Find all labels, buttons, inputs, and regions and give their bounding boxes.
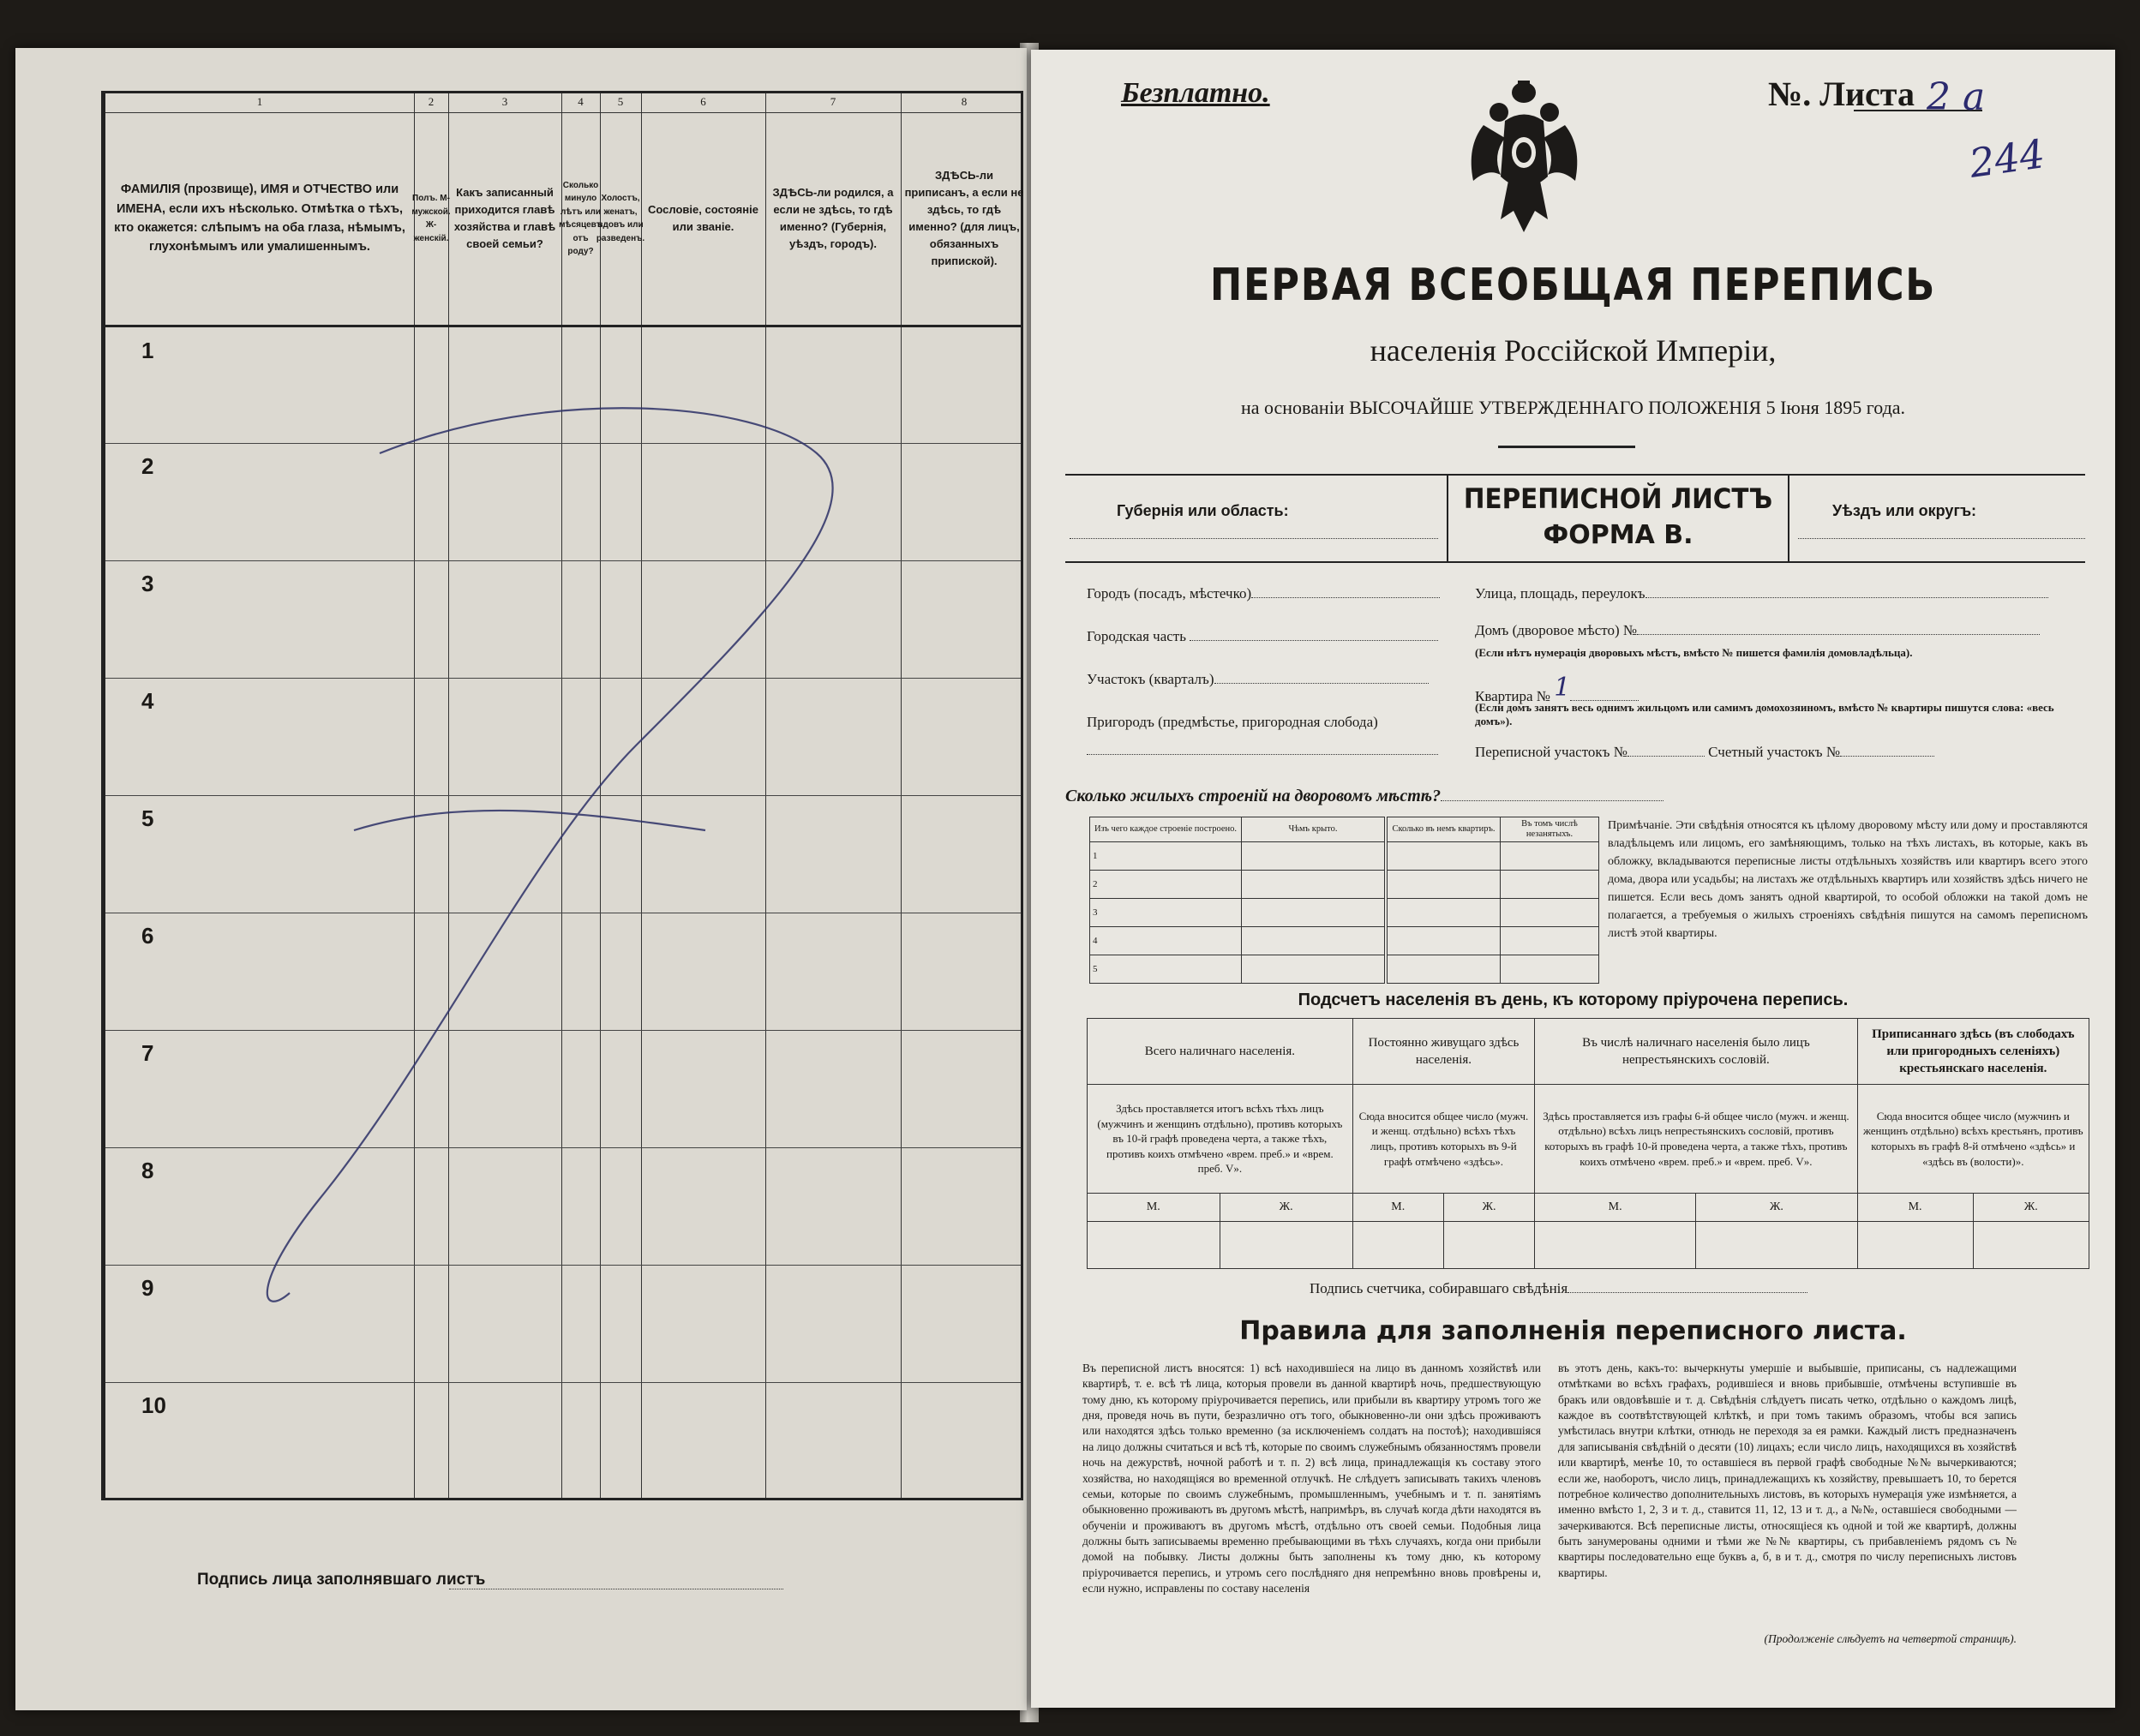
male-header: М. [1535, 1194, 1696, 1222]
count-title: Подсчетъ населенія въ день, къ которому пріурочена перепись. [1298, 991, 1849, 1009]
cell[interactable] [1501, 955, 1599, 984]
list-number-label: №. Листа [1768, 75, 1915, 113]
row-number: 5 [1090, 955, 1242, 984]
form-title-box [1447, 474, 1789, 563]
header-estate: Сословіе, состояніе или званіе. [648, 202, 758, 233]
suburb-line [1087, 754, 1438, 755]
header-registered: ЗДѢСЬ-ли приписанъ, а если не здѣсь, то гдѣ именно? (для лицъ, обязанныхъ припиской). [904, 168, 1024, 268]
house-label: Домъ (дворовое мѣсто) № [1475, 622, 1638, 638]
cell[interactable] [1242, 842, 1387, 871]
cell[interactable] [1501, 899, 1599, 927]
count-description: Сюда вносится общее число (мужчинъ и женщинъ отдѣльно) всѣхъ крестьянъ, противъ которыхъ въ графѣ 8-й отмѣчено «здѣсь» и «здѣсь въ (волости)». [1857, 1085, 2089, 1194]
cell[interactable] [1242, 927, 1387, 955]
row-number: 3 [1090, 899, 1242, 927]
count-description: Здѣсь проставляется изъ графы 6-й общее число (мужч. и женщ. отдѣльно) всѣхъ лицъ непрестьянскихъ сословій, противъ которыхъ въ графѣ 10-й проведена черта, а также тѣхъ, противъ коихъ отмѣчено «врем. преб.» и «врем. преб. V». [1535, 1085, 1857, 1194]
female-header: Ж. [1220, 1194, 1352, 1222]
column-number: 4 [578, 95, 584, 108]
count-district-label: Счетный участокъ № [1708, 744, 1841, 760]
rules-column-1: Въ переписной листъ вносятся: 1) всѣ находившіеся на лицо въ данномъ хозяйствѣ или квартирѣ, т. е. всѣ тѣ лица, которыя провели въ данной квартирѣ ночь, предшествующую тому дню, къ которому пріурочивается перепись, или прибыли въ квартиру утромъ того же дня, проведя ночь въ пути, безразлично отъ того, обыкновенно-ли они здѣсь проживаютъ или находятся здѣсь только временно (за исключеніемъ солдатъ на постоѣ); находившіяся на лицо должны считаться и всѣ тѣ, которые по своимъ служебнымъ обязанностямъ провели ночь на дежурствѣ, ночной работѣ и т. п. 2) всѣ лица, принадлежащія къ составу этого хозяйства, но находящіяся во временной отлучкѣ. Не слѣдуетъ записывать такихъ членовъ семьи, которые по своимъ служебнымъ, промышленнымъ, учебнымъ и т. п. занятіямъ обыкновенно проживаютъ въ другомъ мѣстѣ, напримѣръ, въ случаѣ когда дѣти находятся въ обученіи и проживаютъ въ другомъ мѣстѣ, отдѣльно отъ своей семьи. Подобныя лица должны быть записываемы временно пребывающими въ тѣхъ случаяхъ, когда они прибыли домой на побывку. Листы должны быть заполнены къ тому дню, къ которому пріурочивается перепись, и утромъ сего послѣдняго дня непремѣнно вновь провѣрены и, если нужно, исправлены по составу населенія [1082, 1362, 1541, 1595]
form-letter: ФОРМА В. [1543, 520, 1693, 550]
row-number: 2 [141, 453, 154, 479]
column-number: 7 [830, 95, 836, 108]
city-label: Городъ (посадъ, мѣстечко) [1087, 585, 1252, 602]
handwritten-list-number: 2 а [1927, 75, 1986, 119]
count-cell[interactable] [1973, 1222, 2089, 1269]
apartment-handwritten-value: 1 [1554, 673, 1571, 703]
male-header: М. [1352, 1194, 1443, 1222]
count-header: Въ числѣ наличнаго населенія было лицъ непрестьянскихъ сословій. [1535, 1019, 1857, 1085]
handwritten-cancel-stroke [105, 93, 1027, 1503]
count-header: Приписаннаго здѣсь (въ слободахъ или пригородныхъ селеніяхъ) крестьянскаго населенія. [1857, 1019, 2089, 1085]
right-page [1031, 50, 2115, 1708]
city-field[interactable] [1087, 585, 1440, 602]
handwritten-archive-number: 244 [1966, 130, 2048, 187]
counter-signature-label: Подпись счетчика, собиравшаго свѣдѣнія [1310, 1280, 1568, 1296]
buildings-header: Въ томъ числѣ незанятыхъ. [1501, 817, 1599, 842]
cell[interactable] [1501, 927, 1599, 955]
row-number: 7 [141, 1040, 154, 1066]
legal-basis: на основаніи ВЫСОЧАЙШЕ УТВЕРЖДЕННАГО ПОЛОЖЕНІЯ 5 Іюня 1895 года. [1240, 397, 1906, 418]
remark-text: Примѣчаніе. Эти свѣдѣнія относятся къ цѣлому дворовому мѣсту или дому и проставляются владѣльцемъ или лицомъ, его замѣняющимъ, только на тѣхъ листахъ, въ которые, какъ въ обложку, вкладываются переписные листы отдѣльныхъ хозяйствъ или квартиръ всего этого дома, двора или усадьбы; на листахъ же отдѣльныхъ квартиръ или хозяйствъ здѣсь ничего не пишется. Если весь домъ занятъ одной квартирой, то особой обложки на такой домъ не полагается, а требуемыя о жилыхъ строеніяхъ свѣдѣнія пишутся на самомъ переписномъ листѣ этой квартиры. [1608, 819, 2088, 940]
city-part-label: Городская часть [1087, 628, 1186, 644]
column-number: 3 [501, 95, 508, 108]
district-label: Участокъ (кварталъ) [1087, 671, 1214, 687]
guberniya-label: Губернія или область: [1117, 502, 1289, 519]
row-number: 8 [141, 1158, 154, 1183]
table-row [1090, 955, 1599, 984]
column-number: 6 [700, 95, 706, 108]
count-cell[interactable] [1443, 1222, 1534, 1269]
uezd-label: Уѣздъ или округъ: [1832, 502, 1977, 519]
table-row [1090, 927, 1599, 955]
row-number: 10 [141, 1392, 166, 1418]
count-cell[interactable] [1696, 1222, 1858, 1269]
count-cell[interactable] [1088, 1222, 1220, 1269]
row-number: 2 [1090, 871, 1242, 899]
count-cell[interactable] [1220, 1222, 1352, 1269]
rules-continued: (Продолженіе слѣдуетъ на четвертой страницѣ). [1764, 1632, 2017, 1645]
double-headed-eagle-emblem-icon [1466, 74, 1582, 236]
column-number: 5 [617, 95, 624, 108]
table-row [1090, 842, 1599, 871]
row-number: 4 [1090, 927, 1242, 955]
suburb-field[interactable] [1087, 714, 1378, 731]
rules-title: Правила для заполненія переписного листа. [1239, 1316, 1907, 1346]
apartment-note: (Если домъ занятъ весь однимъ жильцомъ или самимъ домохозяиномъ, вмѣсто № квартиры пишутся слова: «весь домъ»). [1475, 701, 2054, 728]
rules-column-2: въ этотъ день, какъ-то: вычеркнуты умершіе и выбывшіе, приписаны, съ надлежащими отмѣтками во всѣхъ графахъ, родившіеся и вновь прибывшіе, отмѣчены вступившіе въ бракъ или овдовѣвшіе и т. д. Свѣдѣнія слѣдуетъ писать четко, отдѣльно о каждомъ лицѣ, каждое въ соотвѣтствующей клѣткѣ, и при томъ такимъ образомъ, чтобы вся запись умѣстилась внутри клѣтки, отнюдь не переходя за ея рамки. Каждый листъ предназначенъ для записыванія свѣдѣній о десяти (10) лицахъ; если число лицъ, находящихся въ хозяйствѣ или квартирѣ, менѣе 10, то оставшіеся въ первой графѣ свободные №№ вычеркиваются; если же, наоборотъ, число лицъ, принадлежащихъ къ хозяйству, превышаетъ 10, то берется потребное количество дополнительныхъ листовъ, въ которыхъ нумерація уже измѣняется, а именно вмѣсто 1, 2, 3 и т. д., ставится 11, 12, 13 и т. д., а №№, оставшіеся свободными — зачеркиваются. Всѣ переписные листы, относящіеся къ одной и той же квартирѣ, должны быть занумерованы одними и тѣми же №№ квартиры, съ прибавленіемъ рядомъ съ № квартиры последовательно еще буквъ а, б, в и т. д., смотря по числу переписныхъ листовъ квартиры. [1558, 1362, 2017, 1579]
header-marital: Холостъ, женатъ, вдовъ или разведенъ. [596, 194, 645, 243]
row-number: 5 [141, 805, 154, 831]
row-number: 6 [141, 923, 154, 949]
city-part-field[interactable] [1087, 628, 1438, 645]
page-title: ПЕРВАЯ ВСЕОБЩАЯ ПЕРЕПИСЬ [1209, 260, 1937, 311]
census-district-field[interactable] [1475, 744, 1934, 761]
row-number: 4 [141, 688, 154, 714]
cell[interactable] [1386, 871, 1501, 899]
house-note: (Если нѣтъ нумерація дворовыхъ мѣстъ, вмѣсто № пишется фамилія домовладѣльца). [1475, 646, 1913, 659]
free-label: Безплатно. [1121, 77, 1270, 109]
male-header: М. [1088, 1194, 1220, 1222]
cell[interactable] [1242, 955, 1387, 984]
female-header: Ж. [1973, 1194, 2089, 1222]
count-cell[interactable] [1857, 1222, 1973, 1269]
cell[interactable] [1386, 927, 1501, 955]
cell[interactable] [1386, 955, 1501, 984]
street-field[interactable] [1475, 585, 2048, 602]
header-sex: Полъ. М-мужской. Ж-женскій. [411, 194, 451, 243]
count-header: Всего наличнаго населенія. [1088, 1019, 1353, 1085]
cell[interactable] [1386, 899, 1501, 927]
count-description: Здѣсь проставляется итогъ всѣхъ тѣхъ лицъ (мужчинъ и женщинъ отдѣльно), противъ которыхъ въ 10-й графѣ проведена черта, а также тѣхъ, противъ коихъ отмѣчено «врем. преб.» и «врем. преб. V». [1088, 1085, 1353, 1194]
cell[interactable] [1242, 871, 1387, 899]
cell[interactable] [1386, 842, 1501, 871]
count-cell[interactable] [1352, 1222, 1443, 1269]
buildings-header: Изъ чего каждое строеніе построено. [1090, 817, 1242, 842]
cell[interactable] [1501, 842, 1599, 871]
persons-table [101, 91, 1023, 1500]
table-row [1090, 871, 1599, 899]
divider [1498, 446, 1635, 448]
female-header: Ж. [1696, 1194, 1858, 1222]
row-number: 1 [1090, 842, 1242, 871]
count-cell[interactable] [1535, 1222, 1696, 1269]
header-name: ФАМИЛІЯ (прозвище), ИМЯ и ОТЧЕСТВО или ИМЕНА, если ихъ нѣсколько. Отмѣтка о тѣхъ, кто окажется: слѣпымъ на оба глаза, нѣмымъ, глухонѣмымъ или умалишеннымъ. [114, 183, 405, 254]
female-header: Ж. [1443, 1194, 1534, 1222]
column-number: 2 [428, 95, 435, 108]
table-row [1090, 899, 1599, 927]
population-count-table [1087, 1018, 2089, 1269]
buildings-question [1065, 787, 1663, 806]
count-header: Постоянно живущаго здѣсь населенія. [1352, 1019, 1534, 1085]
row-number: 1 [141, 338, 154, 363]
form-title: ПЕРЕПИСНОЙ ЛИСТЪ [1463, 482, 1773, 515]
column-number: 1 [256, 95, 263, 108]
header-relation: Какъ записанный приходится главѣ хозяйства и главѣ своей семьи? [453, 185, 556, 251]
buildings-header: Чѣмъ крыто. [1242, 817, 1387, 842]
header-birthplace: ЗДѢСЬ-ли родился, а если не здѣсь, то гдѣ именно? (Губернія, уѣздъ, городъ). [772, 185, 894, 251]
count-description: Сюда вносится общее число (мужч. и женщ. отдѣльно) всѣхъ тѣхъ лицъ, противъ которыхъ въ 9-й графѣ отмѣчено «здѣсь». [1352, 1085, 1534, 1194]
cell[interactable] [1242, 899, 1387, 927]
header-age: Сколько минуло лѣтъ или мѣсяцевъ отъ роду? [559, 180, 602, 256]
suburb-label: Пригородъ (предмѣстье, пригородная слобода) [1087, 714, 1378, 730]
signature-label: Подпись лица заполнявшаго листъ [197, 1571, 486, 1589]
column-number: 8 [961, 95, 968, 108]
cell[interactable] [1501, 871, 1599, 899]
guberniya-field[interactable] [1070, 538, 1438, 539]
census-district-label: Переписной участокъ № [1475, 744, 1627, 760]
uezd-field[interactable] [1798, 538, 2085, 539]
buildings-header: Сколько въ немъ квартиръ. [1386, 817, 1501, 842]
male-header: М. [1857, 1194, 1973, 1222]
buildings-question-text: Сколько жилыхъ строеній на дворовомъ мѣстѣ? [1065, 787, 1442, 805]
row-number: 3 [141, 571, 154, 596]
page-subtitle: населенія Россійской Имперіи, [1370, 333, 1777, 368]
buildings-table [1089, 817, 1599, 984]
row-number: 9 [141, 1275, 154, 1301]
street-label: Улица, площадь, переулокъ [1475, 585, 1645, 602]
district-field[interactable] [1087, 671, 1429, 688]
house-field[interactable] [1475, 622, 2040, 639]
left-page [15, 48, 1027, 1710]
apartment-label: Квартира № [1475, 688, 1551, 704]
counter-signature[interactable] [1310, 1280, 1807, 1297]
